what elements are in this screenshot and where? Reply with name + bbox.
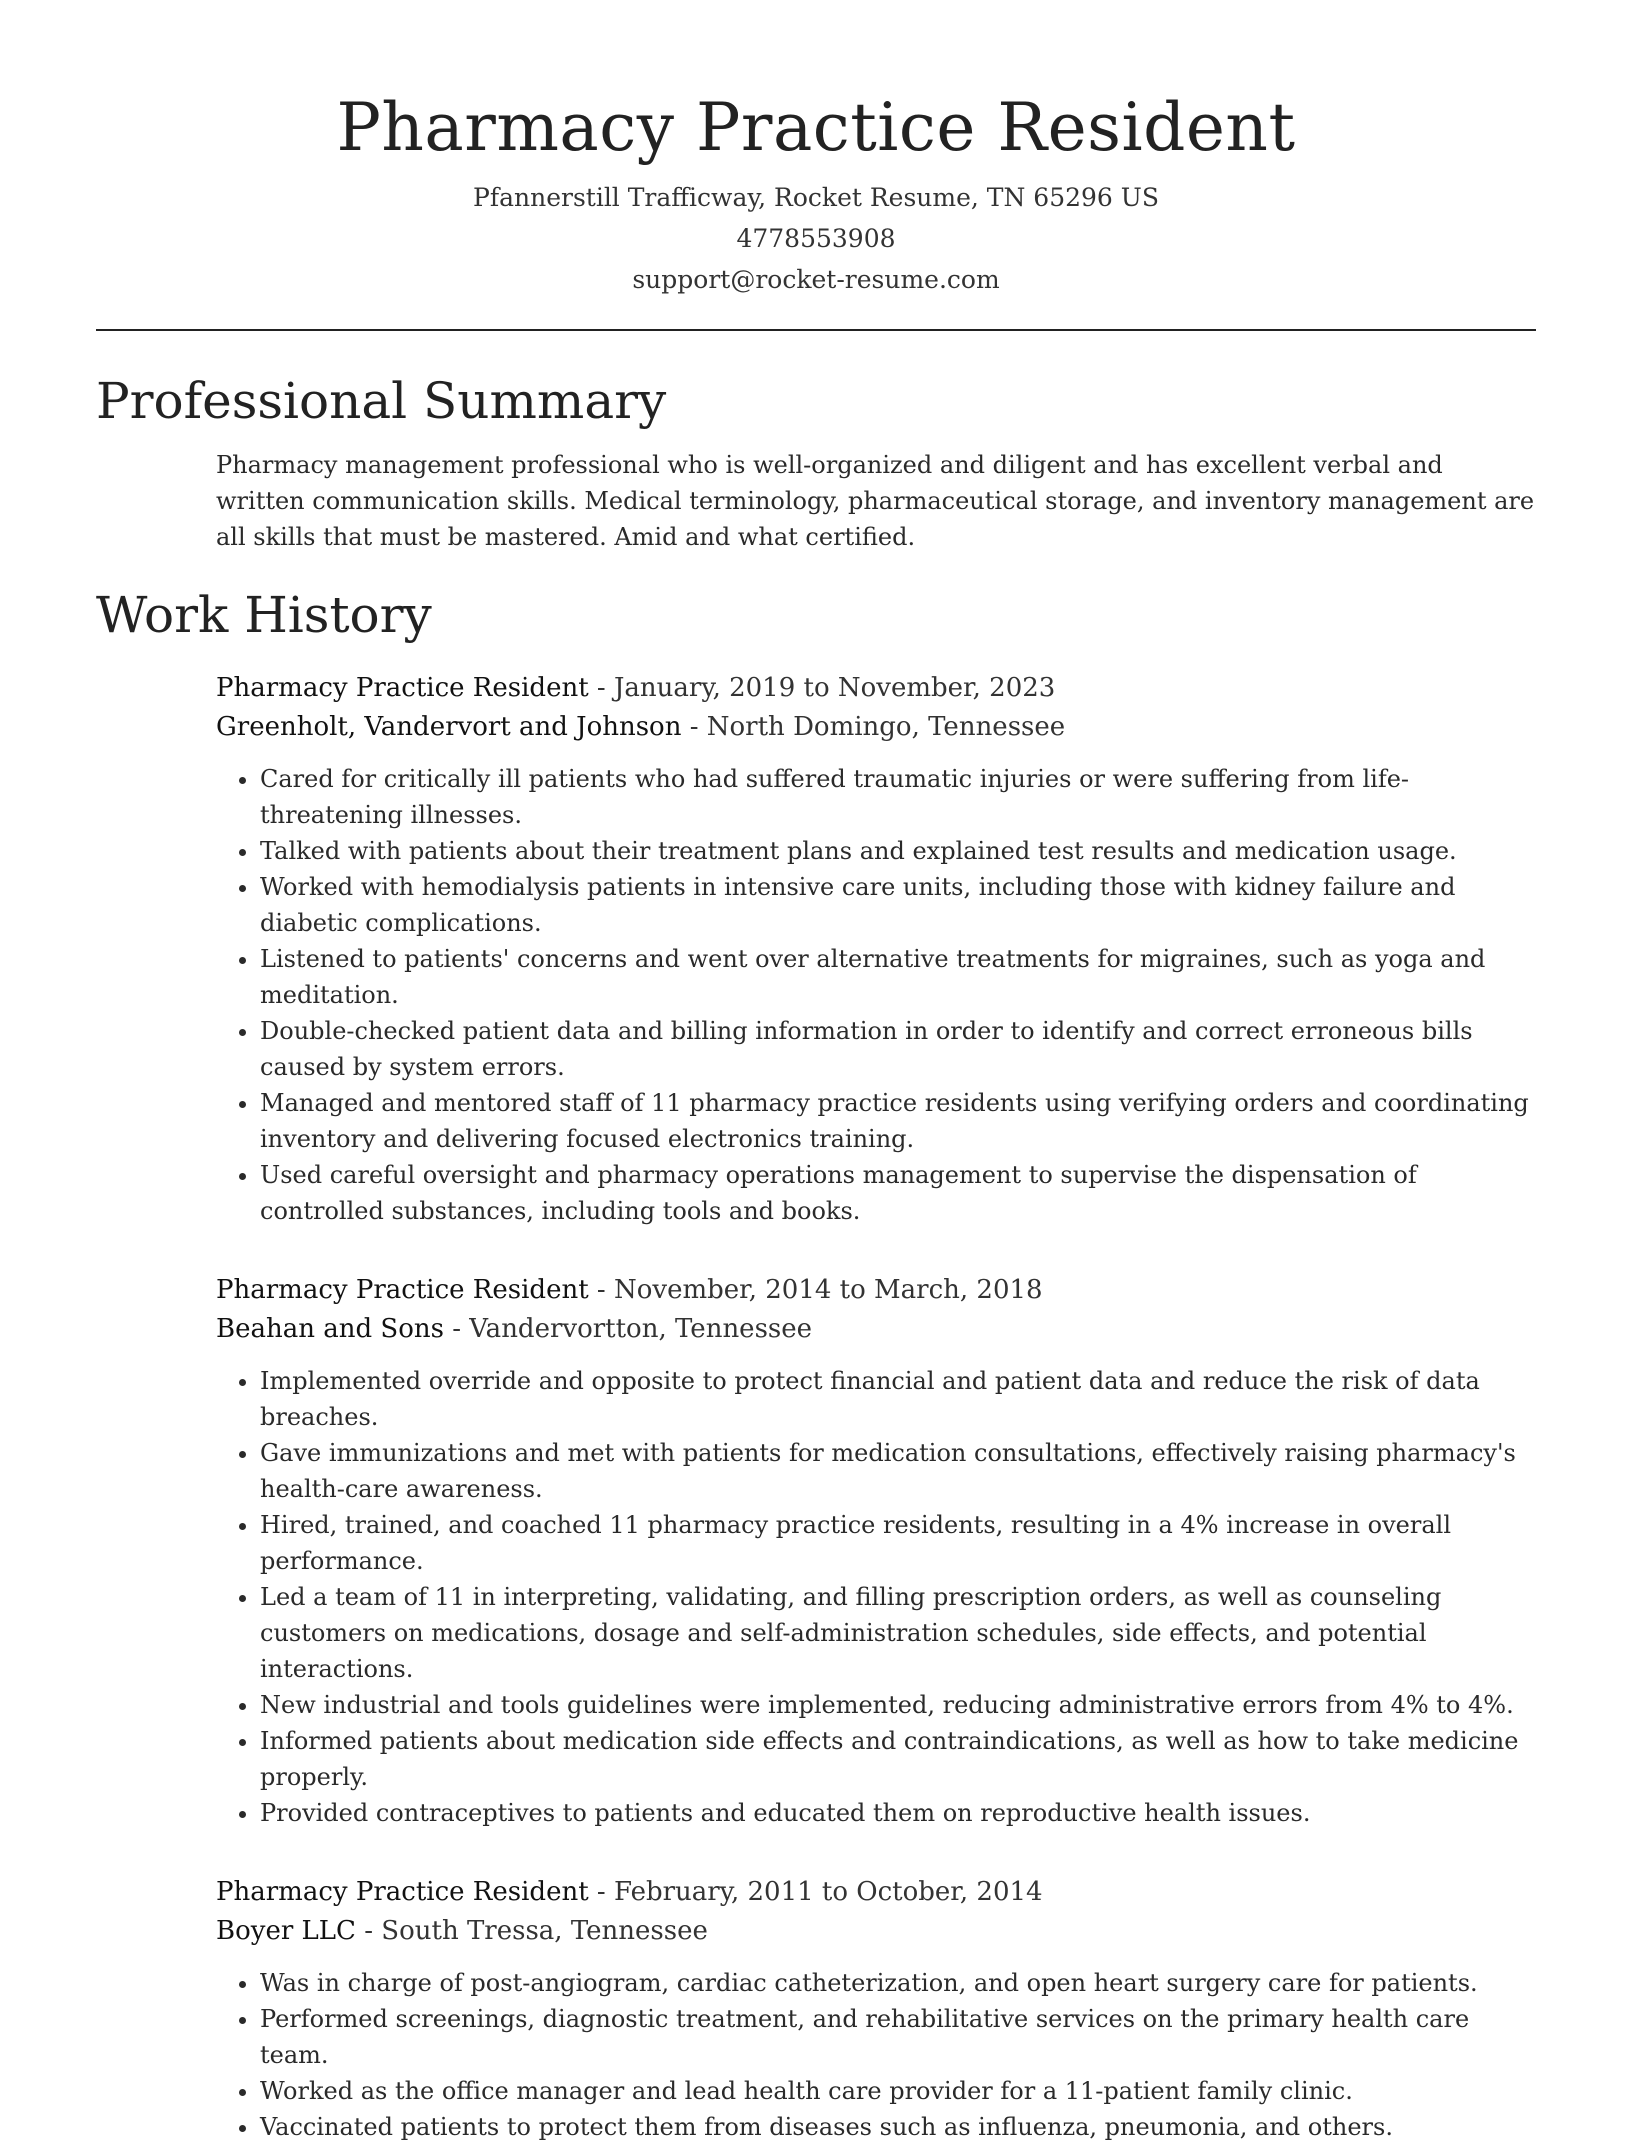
separator: - [588,1877,614,1907]
bullet-item: • Cared for critically ill patients who had suffered traumatic injuries or were suffering from life-threatening illnesses. [260,761,1536,833]
bullet-item: • Was in charge of post-angiogram, cardiac catheterization, and open heart surgery care for patients. [260,1965,1536,2001]
contact-phone: 4778553908 [736,224,896,253]
bullet-item: • Used careful oversight and pharmacy operations management to supervise the dispensation of controlled substances, including tools and books. [260,1157,1536,1229]
job-location: Vandervortton, Tennessee [469,1314,813,1344]
section-title-work-history: Work History [96,586,432,644]
bullet-item: • Vaccinated patients to protect them from diseases such as influenza, pneumonia, and others. [260,2109,1536,2145]
bullet-item: • Provided contraceptives to patients and educated them on reproductive health issues. [260,1795,1536,1831]
bullet-item: • Hired, trained, and coached 11 pharmacy practice residents, resulting in a 4% increase in overall performance. [260,1507,1536,1579]
separator: - [681,712,707,742]
bullet-item: • Implemented override and opposite to protect financial and patient data and reduce the risk of data breaches. [260,1363,1536,1435]
separator: - [588,673,614,703]
job-bullets [216,1965,1536,2145]
job-company-line [216,1310,1536,1349]
header-divider [96,329,1536,331]
job-title-line [216,1271,1536,1310]
job-dates: November, 2014 to March, 2018 [613,1275,1043,1305]
job-bullets [216,1363,1536,1831]
job-dates: February, 2011 to October, 2014 [613,1877,1043,1907]
job-title: Pharmacy Practice Resident [216,1275,589,1305]
separator: - [355,1916,382,1946]
bullet-item: • Managed and mentored staff of 11 pharmacy practice residents using verifying orders and coordinating inventory and delivering focused electronics training. [260,1085,1536,1157]
bullet-item: • New industrial and tools guidelines were implemented, reducing administrative errors from 4% to 4%. [260,1687,1536,1723]
bullet-item: • Worked as the office manager and lead health care provider for a 11-patient family clinic. [260,2073,1536,2109]
contact-address: Pfannerstill Trafficway, Rocket Resume, TN 65296 US [473,183,1159,212]
section-title-summary: Professional Summary [96,372,667,430]
bullet-item: • Talked with patients about their treatment plans and explained test results and medication usage. [260,833,1536,869]
candidate-name: Pharmacy Practice Resident [336,89,1296,166]
job-title-line [216,669,1536,708]
bullet-item: • Double-checked patient data and billing information in order to identify and correct erroneous bills caused by system errors. [260,1013,1536,1085]
bullet-item: • Listened to patients' concerns and went over alternative treatments for migraines, such as yoga and meditation. [260,941,1536,1013]
job-company-line [216,708,1536,747]
contact-email: support@rocket-resume.com [632,265,1000,294]
job-title-line [216,1873,1536,1912]
job-title: Pharmacy Practice Resident [216,673,589,703]
job-bullets [216,761,1536,1229]
work-history-section [96,583,1536,2145]
job-entry [216,669,1536,1229]
job-entry [216,1873,1536,2145]
bullet-item: • Informed patients about medication side effects and contraindications, as well as how to take medicine properly. [260,1723,1536,1795]
professional-summary-section [96,369,1536,555]
job-company: Boyer LLC [216,1916,356,1946]
bullet-item: • Performed screenings, diagnostic treatment, and rehabilitative services on the primary health care team. [260,2001,1536,2073]
bullet-item: • Worked with hemodialysis patients in intensive care units, including those with kidney failure and diabetic complications. [260,869,1536,941]
job-dates: January, 2019 to November, 2023 [613,673,1056,703]
bullet-item: • Gave immunizations and met with patients for medication consultations, effectively raising pharmacy's health-care awareness. [260,1435,1536,1507]
job-location: South Tressa, Tennessee [381,1916,708,1946]
bullet-item: • Led a team of 11 in interpreting, validating, and filling prescription orders, as well as counseling customers on medications, dosage and self-administration schedules, side effects, and potential interactions. [260,1579,1536,1687]
job-company-line [216,1912,1536,1951]
summary-text: Pharmacy management professional who is well-organized and diligent and has excellent verbal and written communication skills. Medical terminology, pharmaceutical storage, and inventory management are all skills that must be mastered. Amid and what certified. [216,451,1535,551]
job-company: Greenholt, Vandervort and Johnson [216,712,682,742]
job-company: Beahan and Sons [216,1314,444,1344]
job-location: North Domingo, Tennessee [706,712,1066,742]
job-title: Pharmacy Practice Resident [216,1877,589,1907]
separator: - [588,1275,614,1305]
job-list [96,669,1536,2145]
resume-header [96,80,1536,299]
job-entry [216,1271,1536,1831]
separator: - [443,1314,470,1344]
